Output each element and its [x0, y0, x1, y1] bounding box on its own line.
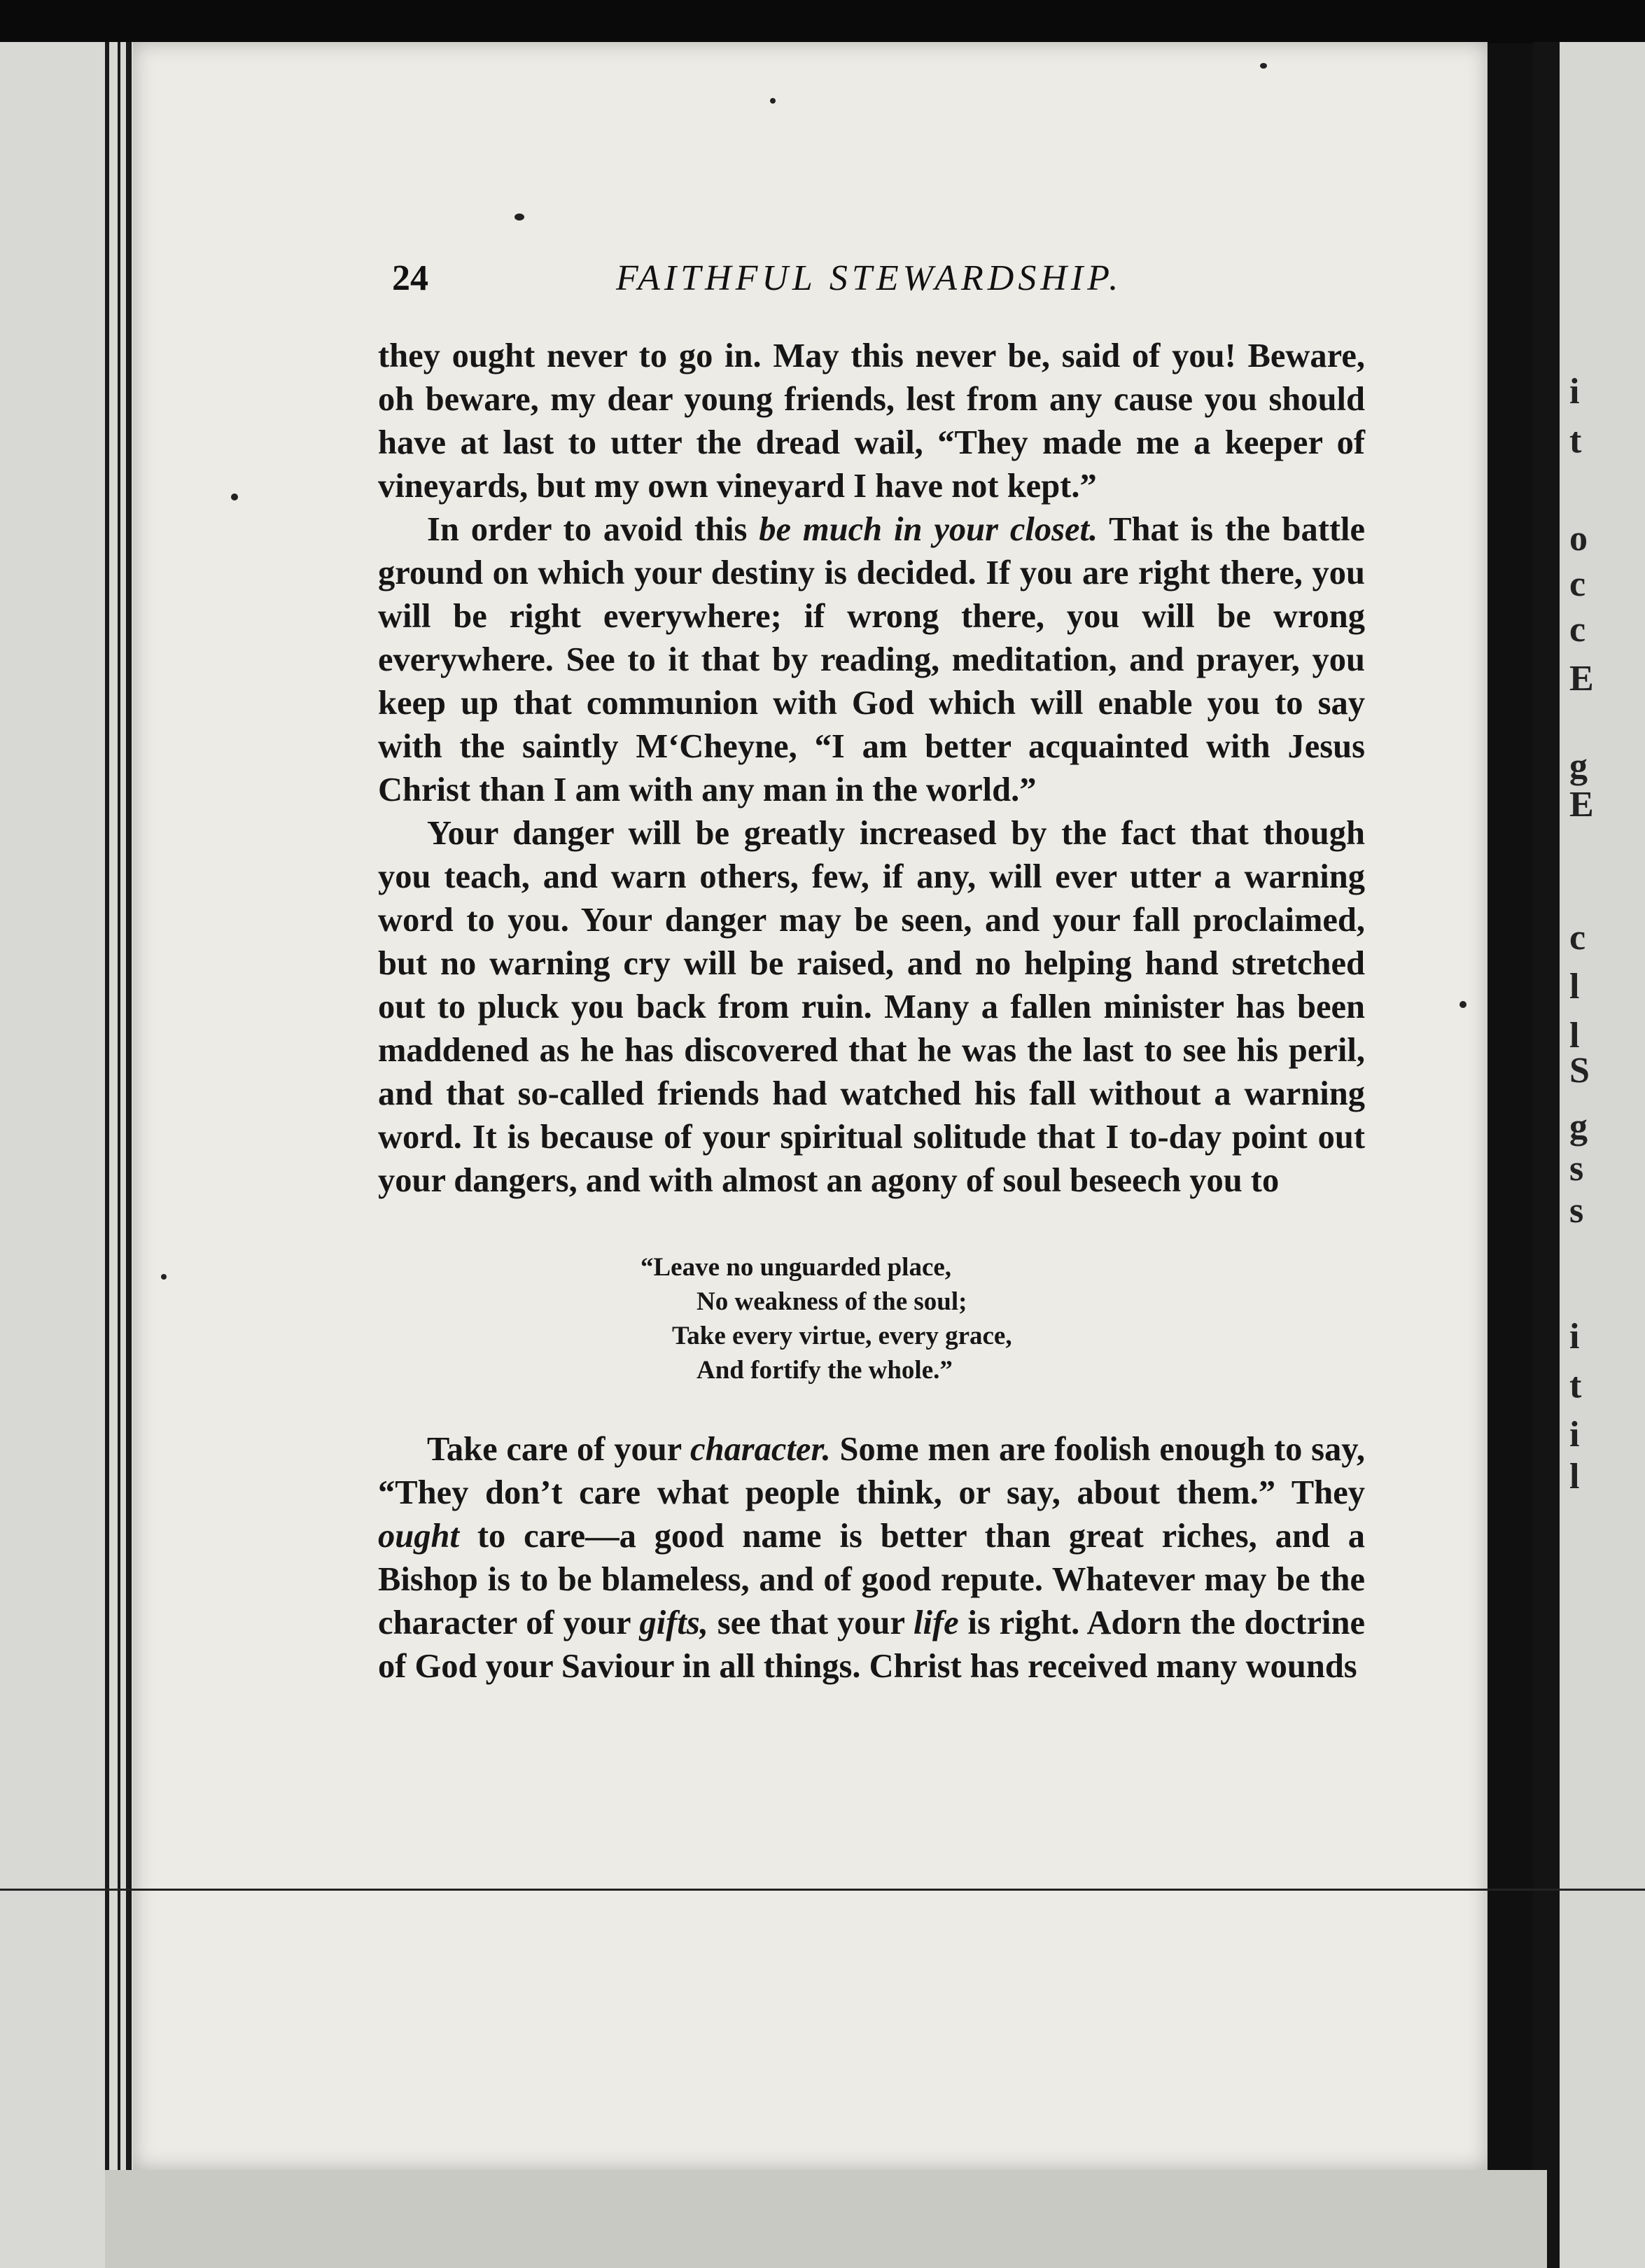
next-page-letter: i	[1569, 372, 1580, 412]
next-page-letter: l	[1569, 1016, 1580, 1056]
quoted-verse	[640, 1250, 1365, 1387]
p4-e: to care—a good name is better than great riches, and a Bishop is to be blameless, and of good repute. Whatever may be the character of your	[378, 1518, 1365, 1642]
next-page-letter: c	[1569, 564, 1586, 604]
p4-gifts: gifts,	[639, 1604, 708, 1642]
paragraph-2	[378, 508, 1365, 812]
next-page-letter: E	[1569, 659, 1594, 699]
next-page-letter: t	[1569, 1366, 1582, 1406]
verse-line-1: “Leave no unguarded place,	[640, 1253, 952, 1282]
page-number: 24	[392, 258, 428, 298]
p4-character: character.	[690, 1431, 831, 1468]
scan-speck	[231, 493, 238, 500]
page-edge-line	[126, 42, 132, 2268]
next-page-letter: c	[1569, 610, 1586, 650]
paragraph-2-rest: That is the battle ground on which your destiny is decided. If you are right there, you will be right everywhere; if wrong there, you will be wrong everywhere. See to it that by reading, meditation, and prayer, you keep up that communion with God which will enable you to say with the saintly M‘Cheyne, “I am better acquainted with Jesus Christ than I am with any man in the world.”	[378, 511, 1365, 808]
next-page-letter: g	[1569, 1107, 1588, 1147]
page-header	[392, 258, 1365, 307]
body-text	[378, 335, 1365, 1688]
verse-line-2: No weakness of the soul;	[696, 1287, 967, 1316]
next-page-letter: t	[1569, 421, 1582, 461]
scan-speck	[161, 1274, 167, 1280]
paragraph-4	[378, 1428, 1365, 1688]
adjacent-page-edge	[0, 42, 133, 2268]
p4-g: see that your	[708, 1604, 913, 1642]
next-page-letter: S	[1569, 1051, 1590, 1091]
running-title: FAITHFUL STEWARDSHIP.	[616, 258, 1123, 298]
p4-i: is right. Adorn the doctrine of God your Saviour in all things. Christ has received many wounds	[378, 1604, 1366, 1685]
scan-speck	[1260, 63, 1267, 69]
paragraph-2-start: In order to avoid this	[427, 511, 760, 548]
scan-speck	[1460, 1001, 1466, 1008]
paragraph-3: Your danger will be greatly increased by the fact that though you teach, and warn others, few, if any, will ever utter a warning word to you. Your danger may be seen, and your fall proclaimed, but no warning cry will be raised, and no helping hand stretched out to pluck you back from ruin. Many a fallen minister has been maddened as he has discovered that he was the last to see his peril, and that so-called friends had watched his fall without a warning word. It is because of your spiritual solitude that I to-day point out your dangers, and with almost an agony of soul beseech you to	[378, 815, 1365, 1199]
scanner-top-border	[0, 0, 1645, 43]
scan-speck	[770, 98, 776, 104]
next-page-strip	[1533, 42, 1645, 2268]
next-page-letter: l	[1569, 967, 1580, 1007]
p4-a: Take care of your	[427, 1431, 691, 1468]
p4-life: life	[913, 1604, 959, 1642]
next-page-letter: o	[1569, 519, 1588, 559]
scanner-bottom-border	[105, 2170, 1547, 2268]
verse-line-4: And fortify the whole.”	[696, 1356, 953, 1385]
next-page-letter: s	[1569, 1191, 1584, 1231]
scan-artifact-line	[0, 1889, 1645, 1891]
next-page-letter: c	[1569, 918, 1586, 958]
paragraph-2-emphasis: be much in your closet.	[759, 511, 1098, 548]
next-page-letter: s	[1569, 1149, 1584, 1189]
next-page-letter: l	[1569, 1457, 1580, 1497]
next-page-letter: i	[1569, 1317, 1580, 1357]
paragraph-1: they ought never to go in. May this never be, said of you! Beware, oh beware, my dear young friends, lest from any cause you should have at last to utter the dread wail, “They made me a keeper of vineyards, but my own vineyard I have not kept.”	[378, 337, 1365, 505]
scan-speck	[514, 214, 524, 220]
next-page-letter: g	[1569, 746, 1588, 786]
verse-line-3: Take every virtue, every grace,	[672, 1322, 1012, 1350]
page-edge-line	[105, 42, 109, 2268]
p4-ought: ought	[378, 1518, 459, 1555]
p4-c: Some men are foolish enough to say, “They don’t care what people think, or say, about them.” They	[378, 1431, 1365, 1511]
next-page-letter: i	[1569, 1415, 1580, 1455]
page-edge-line	[118, 42, 120, 2268]
next-page-letter: E	[1569, 785, 1594, 825]
